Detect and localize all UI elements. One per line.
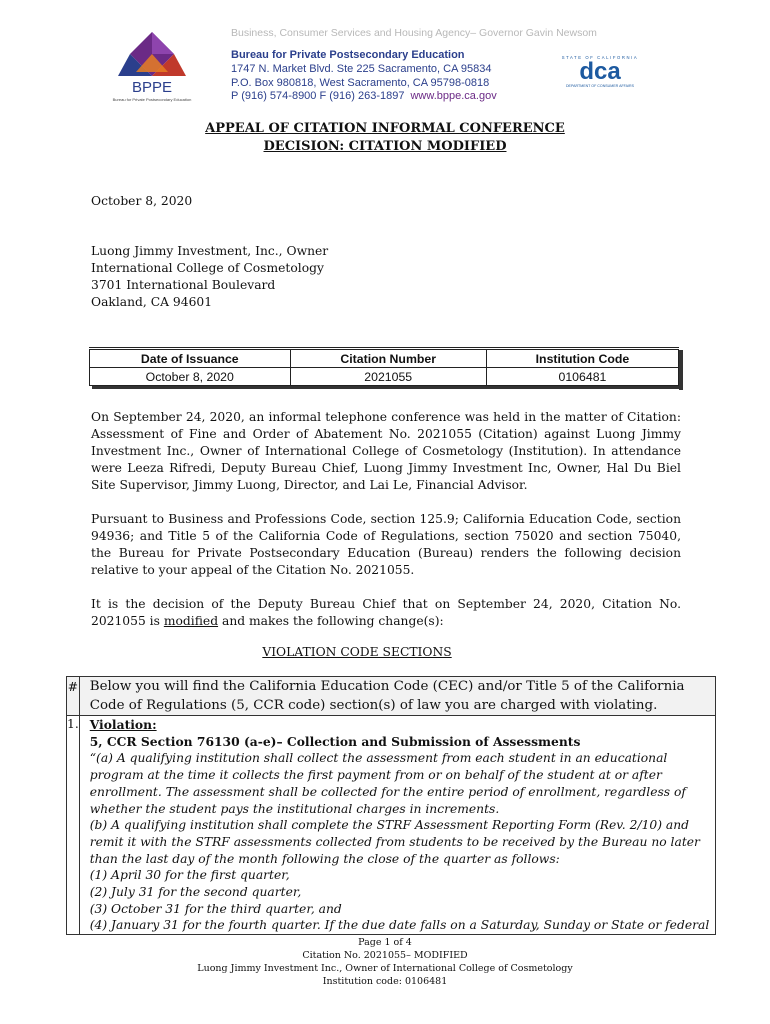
address-line-2: P.O. Box 980818, West Sacramento, CA 95798-0818 [231,77,490,89]
header-citation-number: Citation Number [290,349,486,368]
decision-text-end: and makes the following change(s): [218,614,444,628]
violation-text-b2: (2) July 31 for the second quarter, [89,885,302,900]
violation-text-b4: (4) January 31 for the fourth quarter. If the due date falls on a Saturday, Sunday or State or federal [89,918,710,933]
header-date-of-issuance: Date of Issuance [90,349,291,368]
paragraph-authority: Pursuant to Business and Professions Code, section 125.9; California Education Code, section 94936; and Title 5 of the California Code of Regulations, section 75020 and section 75040, the Bureau for Private Postsecondary Education (Bureau) renders the following decision relative to your appeal of the Citation No. 2021055. [91,512,681,577]
page-number: Page 1 of 4 [358,937,412,948]
violation-table [66,676,716,935]
bureau-name: Bureau for Private Postsecondary Education [231,49,465,61]
recipient-line: 3701 International Boulevard [91,278,276,292]
value-institution-code: 0106481 [486,368,678,386]
dca-logo-text: dca [579,58,621,85]
violation-label: Violation: [89,717,157,732]
value-citation-number: 2021055 [290,368,486,386]
letter-date: October 8, 2020 [91,194,193,208]
bppe-logo [108,32,196,104]
violation-header-text: Below you will find the California Education Code (CEC) and/or Title 5 of the California Code of Regulations (5, CCR code) section(s) of law you are charged with violating. [79,677,716,716]
decision-modified: modified [163,614,219,628]
citation-info-table [89,347,679,386]
phone-fax: P (916) 574-8900 F (916) 263-1897 [231,90,405,102]
website-link[interactable]: www.bppe.ca.gov [410,90,497,102]
paragraph-conference: On September 24, 2020, an informal telephone conference was held in the matter of Citation: Assessment of Fine and Order of Abatement No. 2021055 (Citation) against Luong Jimmy Investment Inc., Owner of International College of Cosmetology (Institution). In attendance were Leeza Rifredi, Deputy Bureau Chief, Luong Jimmy Investment Inc, Owner, Hal Du Biel Site Supervisor, Jimmy Luong, Director, and Lai Le, Financial Advisor. [91,410,681,492]
address-line-1: 1747 N. Market Blvd. Ste 225 Sacramento, CA 95834 [231,63,492,75]
document-title: APPEAL OF CITATION INFORMAL CONFERENCE [205,121,565,136]
bppe-logo-text: BPPE [131,79,173,96]
footer-institution-code: Institution code: 0106481 [322,976,448,987]
paragraph-decision [91,596,681,630]
document-subtitle: DECISION: CITATION MODIFIED [263,139,507,154]
footer-citation: Citation No. 2021055– MODIFIED [302,950,468,961]
violation-text-b1: (1) April 30 for the first quarter, [89,868,290,883]
violation-details [79,716,716,935]
page-footer [0,936,770,988]
bppe-logo-subtext: Bureau for Private Postsecondary Education [112,97,192,102]
recipient-line: Luong Jimmy Investment, Inc., Owner [91,244,329,258]
info-table-value-row [90,368,679,386]
violation-text-a: “(a) A qualifying institution shall collect the assessment from each student in an educational program at the time it collects the first payment from or on behalf of the student at or after enrollment. The assessment shall be collected for the entire period of enrollment, regardless of whether the student pays the institutional charges in increments. [89,751,686,816]
violation-number: 1. [67,716,80,935]
decision-text: It is the decision of the Deputy Bureau Chief that on September 24, 2020, Citation No. 2021055 is [91,597,681,628]
info-table-header-row [90,349,679,368]
violation-section-heading: VIOLATION CODE SECTIONS [262,645,452,659]
dca-logo [555,53,645,91]
contact-line [231,90,497,102]
table-shadow-bottom [92,386,683,389]
header-institution-code: Institution Code [486,349,678,368]
violation-row [67,716,716,935]
recipient-line: Oakland, CA 94601 [91,295,213,309]
violation-number-header: # [67,677,80,716]
violation-title: 5, CCR Section 76130 (a-e)– Collection and Submission of Assessments [89,733,581,749]
dca-sub-text: DEPARTMENT OF CONSUMER AFFAIRS [565,84,635,88]
violation-text-b3: (3) October 31 for the third quarter, and [89,901,342,916]
agency-line: Business, Consumer Services and Housing Agency– Governor Gavin Newsom [231,27,597,39]
recipient-line: International College of Cosmetology [91,261,324,275]
footer-owner: Luong Jimmy Investment Inc., Owner of International College of Cosmetology [197,963,573,974]
table-shadow-right [679,350,683,390]
value-date-of-issuance: October 8, 2020 [90,368,291,386]
violation-text-b: (b) A qualifying institution shall complete the STRF Assessment Reporting Form (Rev. 2/10) and remit it with the STRF assessments collected from students to be received by the Bureau no later than the last day of the month following the close of the quarter as follows: [89,818,700,866]
dca-top-text: STATE OF CALIFORNIA [561,55,639,60]
recipient-address [91,243,328,311]
violation-header-row [67,677,716,716]
